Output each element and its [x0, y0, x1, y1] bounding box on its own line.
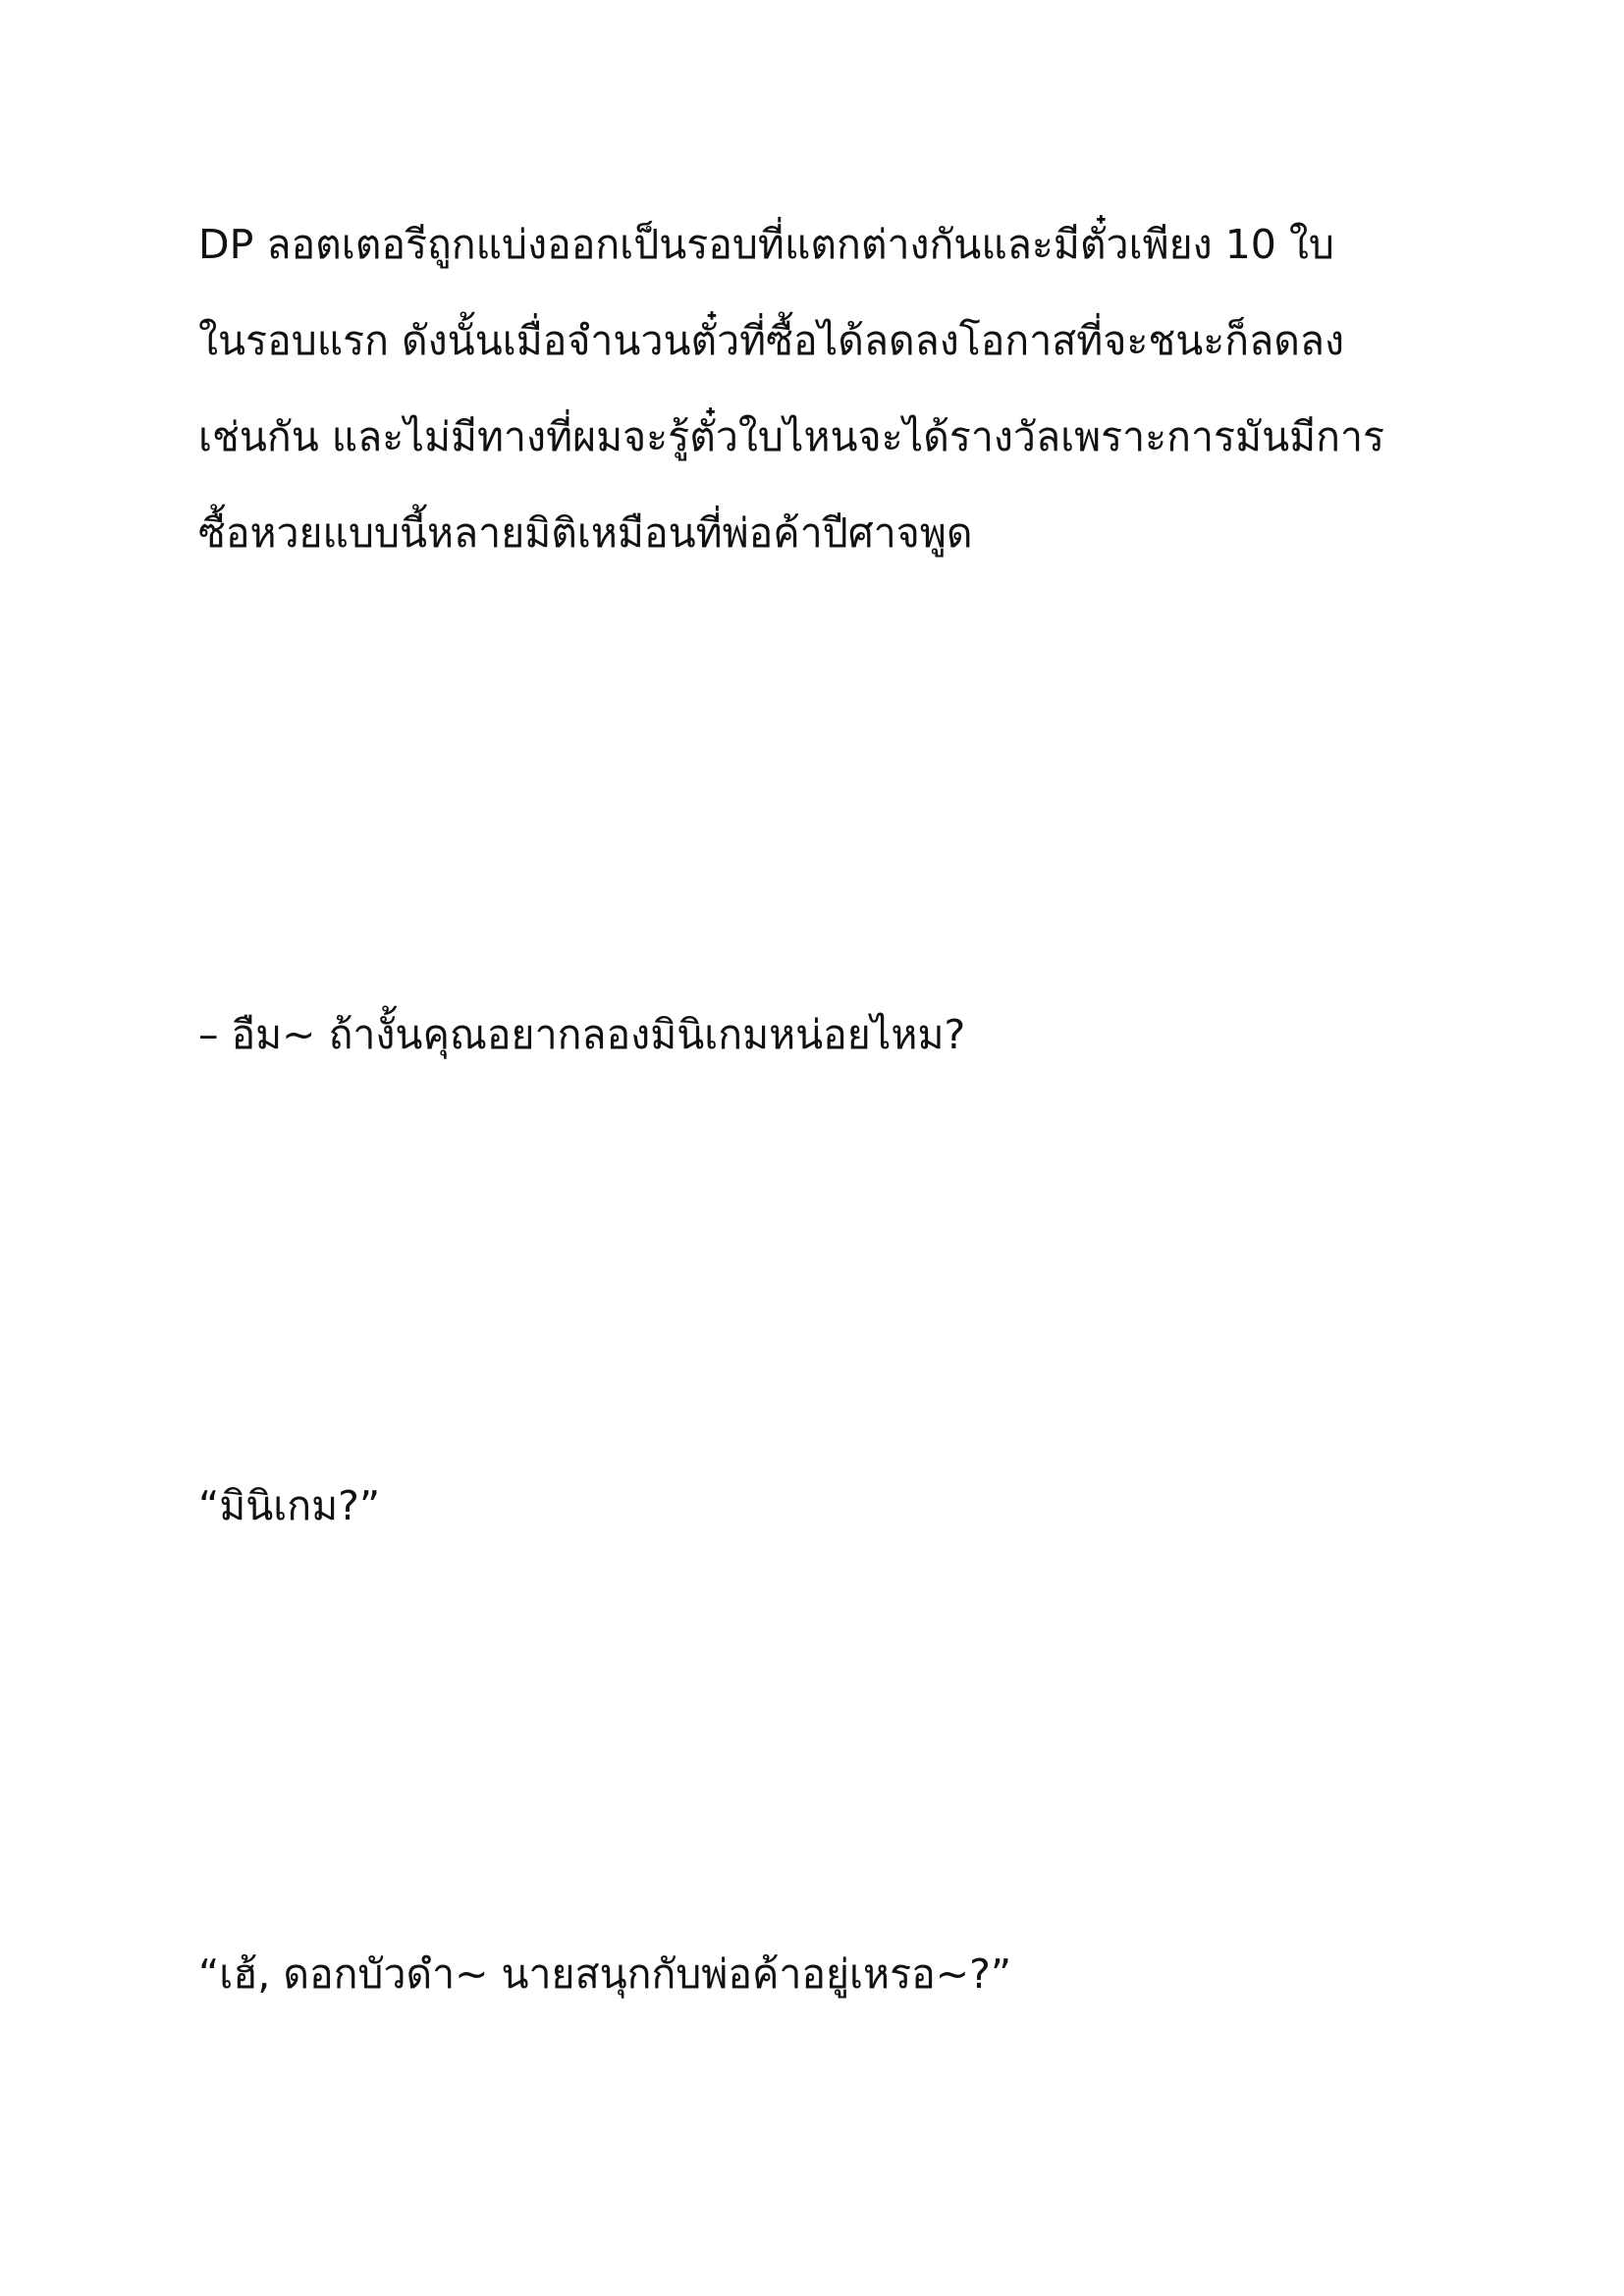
paragraph-black-lotus-dialogue: “เฮ้, ดอกบัวดำ~ นายสนุกกับพ่อค้าอยู่เหรอ~?”: [198, 1950, 1012, 1998]
paragraph-line: เช่นกัน และไม่มีทางที่ผมจะรู้ตั๋วใบไหนจะได้รางวัลเพราะการมันมีการ: [198, 413, 1384, 460]
paragraph-minigame-offer: – อืม~ ถ้างั้นคุณอยากลองมินิเกมหน่อยไหม?: [198, 1011, 966, 1058]
paragraph-line: DP ลอตเตอรีถูกแบ่งออกเป็นรอบที่แตกต่างกันและมีตั๋วเพียง 10 ใบ: [198, 221, 1334, 268]
paragraph-line: ในรอบแรก ดังนั้นเมื่อจำนวนตั๋วที่ซื้อได้ลดลงโอกาสที่จะชนะก็ลดลง: [198, 317, 1344, 364]
paragraph-minigame-question: “มินิเกม?”: [198, 1482, 381, 1529]
paragraph-line: ซื้อหวยแบบนี้หลายมิติเหมือนที่พ่อค้าปีศาจพูด: [198, 509, 973, 557]
paragraph-lottery-explanation: [198, 196, 1475, 581]
